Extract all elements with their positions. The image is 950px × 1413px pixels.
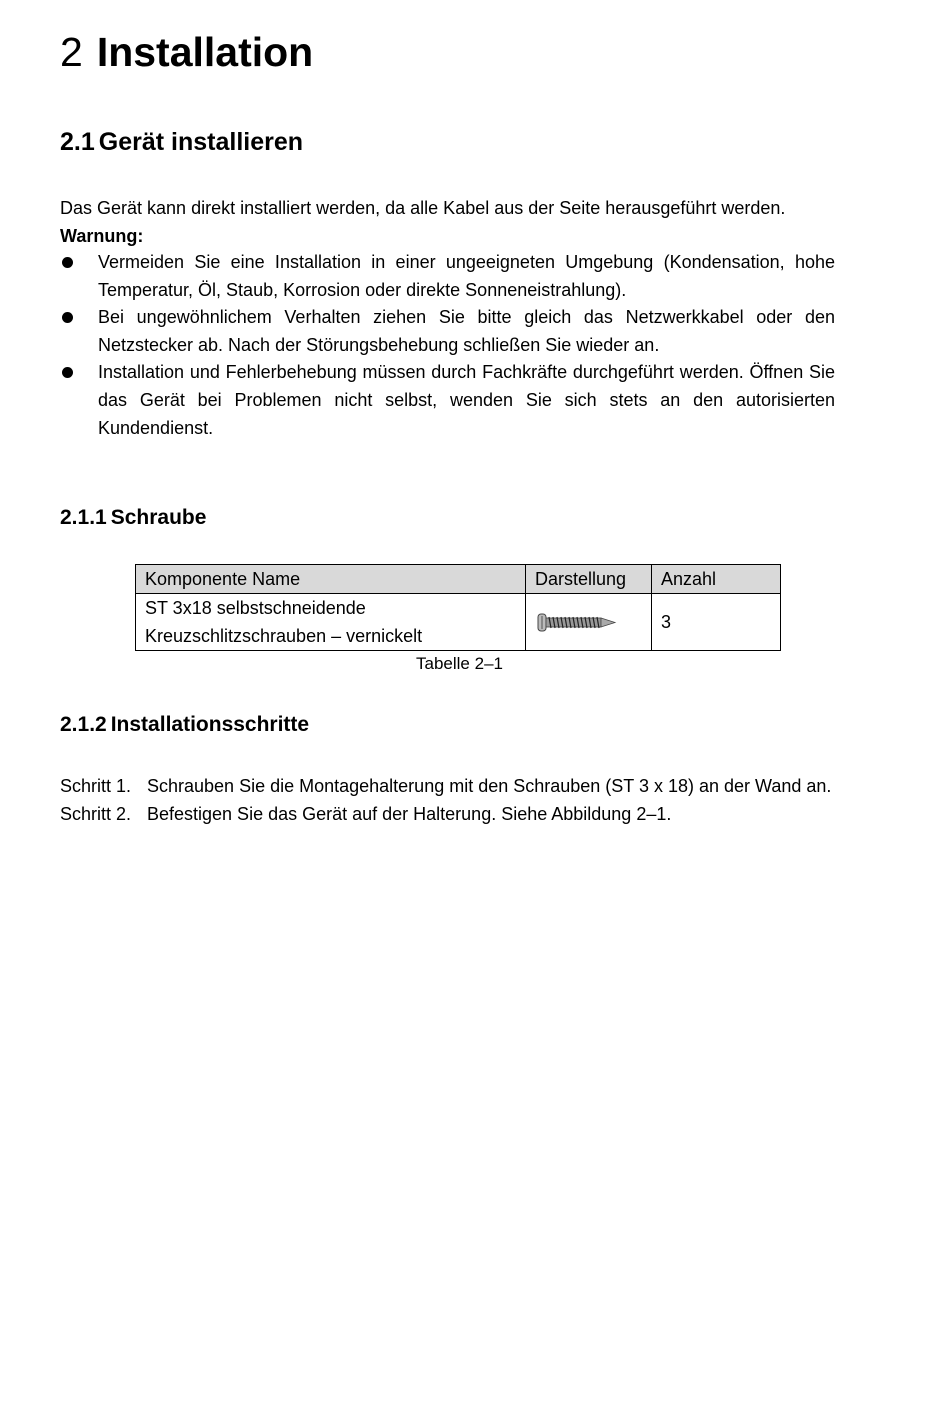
- table-row: [136, 594, 781, 651]
- step-text: Befestigen Sie das Gerät auf der Halterung. Siehe Abbildung 2–1.: [147, 804, 672, 824]
- screw-icon: [537, 609, 617, 635]
- parts-table: [135, 564, 781, 651]
- column-header-name: Komponente Name: [136, 565, 526, 594]
- chapter-heading: [60, 28, 313, 76]
- subsection-number: 2.1.2: [60, 713, 107, 736]
- warning-text: Bei ungewöhnlichem Verhalten ziehen Sie bitte gleich das Netzwerkkabel oder den Netzstecker ab. Nach der Störungsbehebung schließen Sie wieder an.: [98, 307, 835, 355]
- bullet-icon: [62, 312, 73, 323]
- warning-text: Vermeiden Sie eine Installation in einer ungeeigneten Umgebung (Kondensation, hohe Temperatur, Öl, Staub, Korrosion oder direkte Sonneneistrahlung).: [98, 252, 835, 300]
- table-header-row: [136, 565, 781, 594]
- section-title: Gerät installieren: [98, 128, 304, 156]
- warning-list: [60, 249, 835, 442]
- component-name-line: ST 3x18 selbstschneidende: [145, 598, 366, 618]
- step-label: Schritt 2.: [60, 804, 132, 824]
- cell-component-name: [136, 594, 526, 651]
- step-item: [60, 800, 671, 828]
- subsection-heading-screw: [60, 504, 206, 532]
- warning-item: [60, 249, 835, 304]
- subsection-title: Schraube: [110, 506, 207, 529]
- component-name-line: Kreuzschlitzschrauben – vernickelt: [145, 626, 423, 646]
- table-caption: [60, 652, 835, 676]
- warning-item: [60, 304, 835, 359]
- chapter-title: Installation: [96, 29, 314, 75]
- subsection-number: 2.1.1: [60, 506, 107, 529]
- warning-text: Installation und Fehlerbehebung müssen durch Fachkräfte durchgeführt werden. Öffnen Sie das Gerät bei Problemen nicht selbst, wenden Sie sich stets an den autorisierten Kundendienst.: [98, 362, 835, 438]
- bullet-icon: [62, 257, 73, 268]
- subsection-heading-steps: [60, 711, 309, 739]
- column-header-image: Darstellung: [526, 565, 652, 594]
- cell-image: [526, 594, 652, 651]
- bullet-icon: [62, 367, 73, 378]
- step-text: Schrauben Sie die Montagehalterung mit den Schrauben (ST 3 x 18) an der Wand an.: [147, 776, 832, 796]
- cell-count: 3: [652, 594, 781, 651]
- column-header-count: Anzahl: [652, 565, 781, 594]
- warning-label: Warnung:: [60, 226, 144, 246]
- intro-paragraph: Das Gerät kann direkt installiert werden, da alle Kabel aus der Seite herausgeführt werden.: [60, 198, 786, 218]
- step-label: Schritt 1.: [60, 776, 132, 796]
- subsection-title: Installationsschritte: [110, 713, 310, 736]
- step-item: [60, 772, 831, 800]
- warning-item: [60, 359, 835, 442]
- table-caption-text: Tabelle 2–1: [416, 654, 503, 673]
- section-number: 2.1: [60, 128, 95, 156]
- chapter-number: 2: [60, 29, 83, 75]
- section-heading: [60, 126, 303, 158]
